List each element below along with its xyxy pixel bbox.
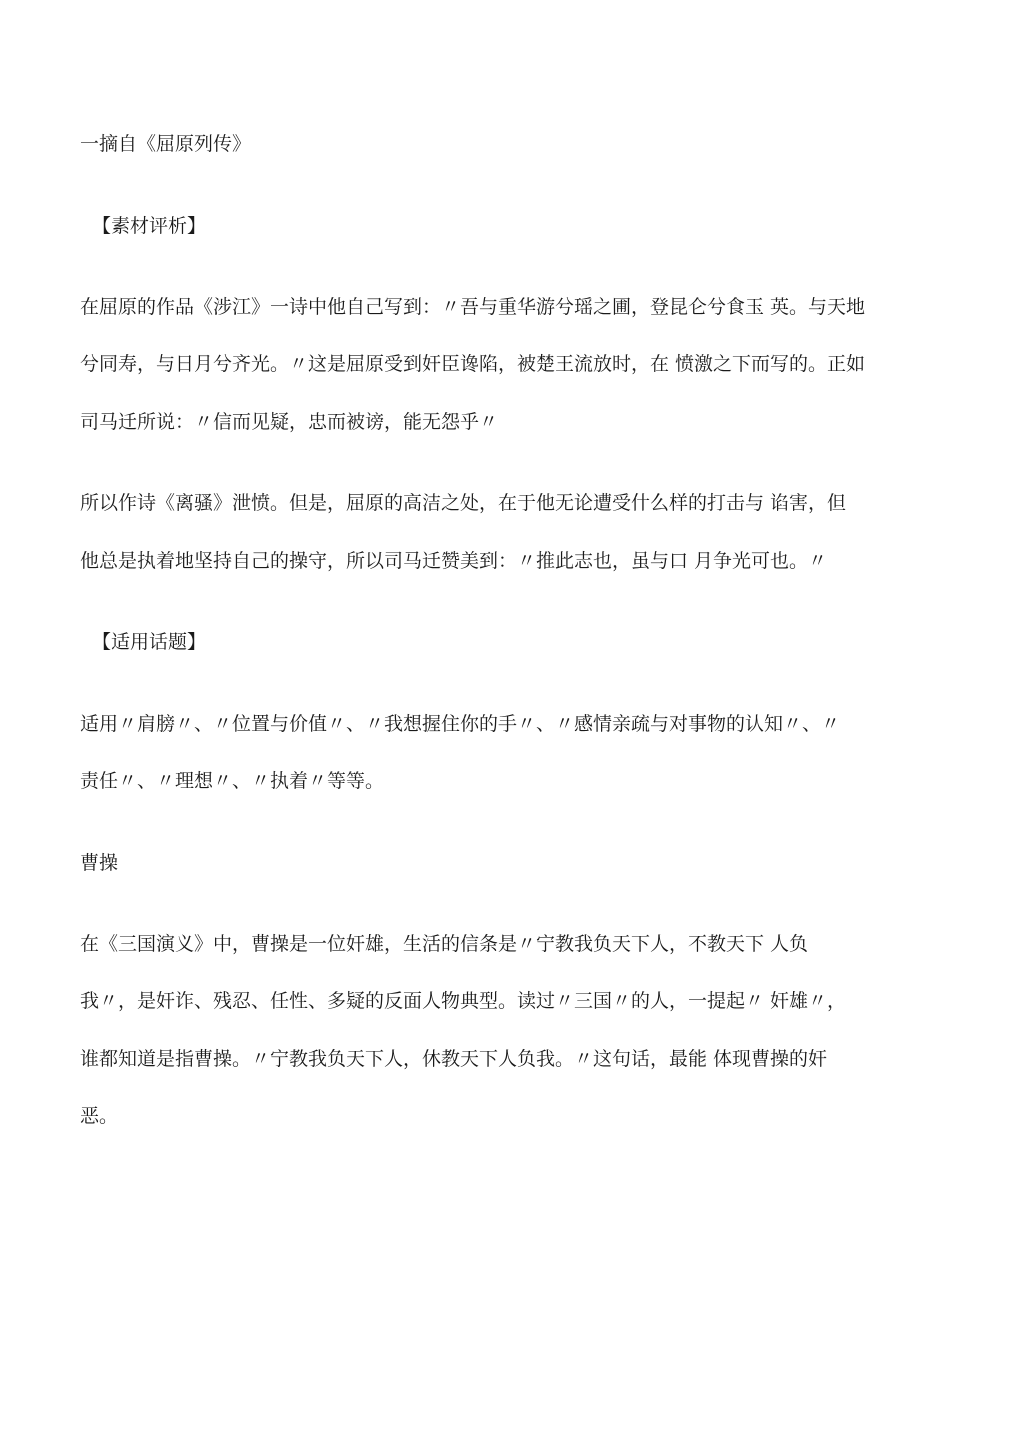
comment-line-4: 所以作诗《离骚》泄愤。但是，屈原的高洁之处，在于他无论遭受什么样的打击与 谄害，但 (80, 492, 847, 514)
comment-line-2: 兮同寿，与日月兮齐光。〃这是屈原受到奸臣谗陷，被楚王流放时，在 愤激之下而写的。正如 (80, 353, 866, 375)
cao-heading: 曹操 (80, 852, 119, 874)
topic-line-1: 适用〃肩膀〃、〃位置与价值〃、〃我想握住你的手〃、〃感情亲疏与对事物的认知〃、〃 (80, 713, 841, 735)
section-heading-comment: 【素材评析】 (92, 215, 207, 237)
cao-line-2: 我〃，是奸诈、残忍、任性、多疑的反面人物典型。读过〃三国〃的人，一提起〃 奸雄〃， (80, 990, 847, 1012)
source-line: 一摘自《屈原列传》 (80, 133, 252, 155)
section-heading-topic: 【适用话题】 (92, 631, 207, 653)
cao-line-1: 在《三国演义》中，曹操是一位奸雄，生活的信条是〃宁教我负天下人，不教天下 人负 (80, 933, 809, 955)
comment-line-5: 他总是执着地坚持自己的操守，所以司马迁赞美到：〃推此志也，虽与口 月争光可也。〃 (80, 550, 828, 572)
cao-line-3: 谁都知道是指曹操。〃宁教我负天下人，休教天下人负我。〃这句话，最能 体现曹操的奸 (80, 1048, 828, 1070)
cao-line-4: 恶。 (80, 1105, 119, 1127)
comment-line-1: 在屈原的作品《涉江》一诗中他自己写到：〃吾与重华游兮瑶之圃，登昆仑兮食玉 英。与天地 (80, 296, 866, 318)
comment-line-3: 司马迁所说：〃信而见疑，忠而被谤，能无怨乎〃 (80, 411, 499, 433)
topic-line-2: 责任〃、〃理想〃、〃执着〃等等。 (80, 770, 385, 792)
